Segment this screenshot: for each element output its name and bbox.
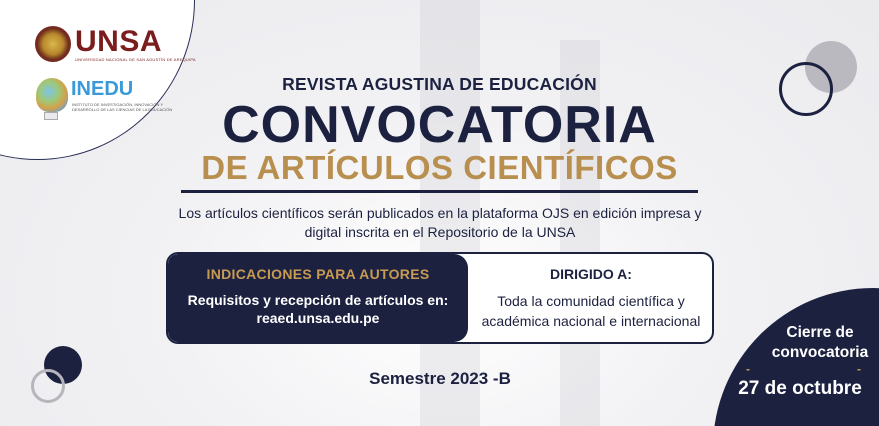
- page-title: CONVOCATORIA: [222, 96, 657, 154]
- info-box: [166, 252, 714, 344]
- semester-label: Semestre 2023 -B: [369, 369, 511, 388]
- deadline-line: convocatoria: [771, 344, 869, 361]
- authors-panel: [168, 254, 468, 342]
- audience-panel: [468, 254, 714, 342]
- page-subtitle: DE ARTÍCULOS CIENTÍFICOS: [201, 149, 678, 186]
- journal-name: REVISTA AGUSTINA DE EDUCACIÓN: [282, 74, 597, 94]
- divider: [181, 190, 698, 193]
- authors-requirements-text: Requisitos y recepción de artículos en:: [187, 292, 449, 308]
- deadline-dash: -: [746, 362, 750, 376]
- deadline-line: Cierre de: [786, 324, 854, 341]
- audience-title: DIRIGIDO A:: [550, 266, 632, 282]
- deadline-title: [750, 323, 879, 363]
- authors-url-link[interactable]: reaed.unsa.edu.pe: [256, 310, 380, 326]
- unsa-seal-icon: [35, 26, 71, 62]
- authors-title: INDICACIONES PARA AUTORES: [206, 266, 430, 282]
- deadline-dash: -: [857, 362, 861, 376]
- decorative-ring: [31, 369, 65, 403]
- deadline-date: 27 de octubre: [738, 378, 862, 399]
- inedu-subtitle: INSTITUTO DE INVESTIGACIÓN, INNOVACIÓN Y DESARROLLO DE LAS CIENCIAS DE LA EDUCACIÓN: [72, 102, 173, 112]
- unsa-logo: [35, 26, 196, 62]
- inedu-wordmark: INEDU: [71, 78, 134, 100]
- unsa-wordmark: UNSA: [75, 24, 163, 58]
- audience-line: académica nacional e internacional: [481, 313, 701, 329]
- audience-line: Toda la comunidad científica y: [497, 293, 685, 309]
- unsa-subtitle: UNIVERSIDAD NACIONAL DE SAN AGUSTÍN DE AREQUIPA: [75, 56, 196, 62]
- description-text: Los artículos científicos serán publicados en la plataforma OJS en edición impresa y digital inscrita en el Repositorio de la UNSA: [178, 205, 702, 240]
